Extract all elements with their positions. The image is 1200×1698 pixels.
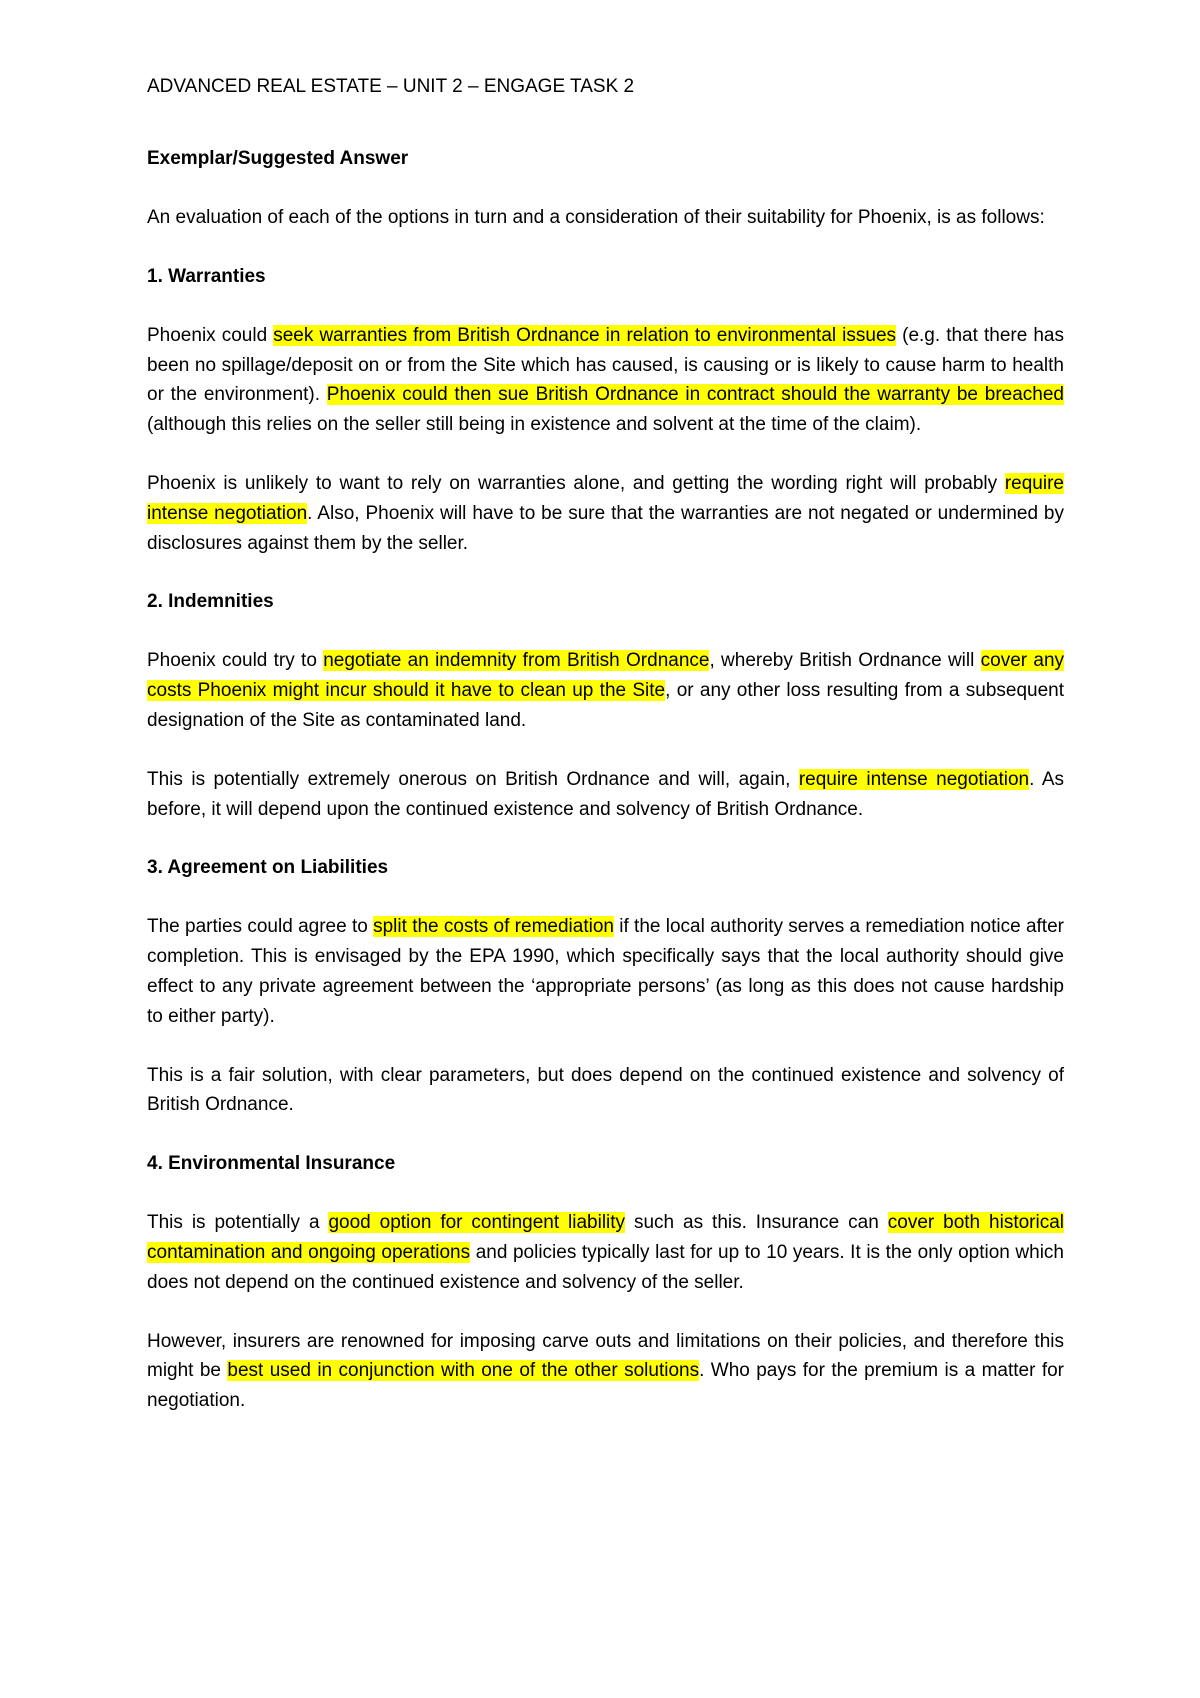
warranties-paragraph-2 bbox=[147, 469, 1064, 558]
highlighted-text: cover both historical contamination and ongoing operations bbox=[147, 1212, 1065, 1263]
highlighted-text: require intense negotiation bbox=[147, 472, 1064, 524]
warranties-paragraph-1 bbox=[147, 321, 1064, 440]
text-run: However, insurers are renowned for imposing carve outs and limitations on their policies, and therefore this might be bbox=[147, 1330, 1064, 1382]
highlighted-text: negotiate an indemnity from British Ordnance bbox=[323, 650, 710, 672]
text-run: , whereby British Ordnance will bbox=[709, 650, 981, 672]
highlighted-text: require intense negotiation bbox=[798, 768, 1030, 790]
text-run: such as this. Insurance can bbox=[625, 1212, 888, 1234]
text-run: and policies typically last for up to 10 years. It is the only option which does not depend on the continued existence and solvency of the seller. bbox=[147, 1241, 1064, 1293]
text-run: if the local authority serves a remediation notice after completion. This is envisaged by the EPA 1990, which specifically says that the local authority should give effect to any private agreement between the ‘appropriate persons’ (as long as this does not cause hardship to either party). bbox=[147, 916, 1064, 1027]
section-heading-environmental-insurance: 4. Environmental Insurance bbox=[147, 1153, 396, 1175]
highlighted-text: Phoenix could then sue British Ordnance in contract should the warranty be breached bbox=[326, 384, 1064, 406]
document-header: ADVANCED REAL ESTATE – UNIT 2 – ENGAGE TASK 2 bbox=[147, 76, 635, 97]
section-heading-indemnities: 2. Indemnities bbox=[147, 591, 274, 613]
text-run: Phoenix could try to bbox=[147, 650, 324, 672]
liabilities-paragraph-1 bbox=[147, 912, 1064, 1031]
highlighted-text: good option for contingent liability bbox=[328, 1212, 626, 1234]
text-run: . Also, Phoenix will have to be sure that the warranties are not negated or undermined by disclosures against them by the seller. bbox=[147, 502, 1064, 554]
text-run: Phoenix could bbox=[147, 324, 274, 346]
text-run: This is potentially extremely onerous on British Ordnance and will, again, bbox=[147, 768, 799, 790]
indemnities-paragraph-1 bbox=[147, 646, 1064, 735]
text-run: This is potentially a bbox=[147, 1212, 329, 1234]
text-run: (although this relies on the seller still being in existence and solvent at the time of the claim). bbox=[147, 414, 922, 436]
highlighted-text: best used in conjunction with one of the other solutions bbox=[227, 1360, 700, 1382]
text-run: The parties could agree to bbox=[147, 916, 374, 938]
indemnities-paragraph-2 bbox=[147, 765, 1064, 825]
text-run: (e.g. that there has been no spillage/deposit on or from the Site which has caused, is causing or is likely to cause harm to health or the environment). bbox=[147, 324, 1064, 406]
document-subtitle: Exemplar/Suggested Answer bbox=[147, 148, 409, 169]
text-run: Phoenix is unlikely to want to rely on warranties alone, and getting the wording right will probably bbox=[147, 472, 1005, 494]
insurance-paragraph-1 bbox=[147, 1208, 1064, 1297]
text-run: This is a fair solution, with clear parameters, but does depend on the continued existence and solvency of British Ordnance. bbox=[147, 1064, 1064, 1116]
insurance-paragraph-2 bbox=[147, 1327, 1064, 1416]
text-run: , or any other loss resulting from a subsequent designation of the Site as contaminated land. bbox=[147, 680, 1064, 731]
text-run: . Who pays for the premium is a matter for negotiation. bbox=[147, 1360, 1064, 1412]
highlighted-text: seek warranties from British Ordnance in relation to environmental issues bbox=[273, 324, 897, 346]
intro-paragraph: An evaluation of each of the options in turn and a consideration of their suitability for Phoenix, is as follows: bbox=[147, 207, 1045, 228]
section-heading-warranties: 1. Warranties bbox=[147, 265, 266, 287]
text-run: . As before, it will depend upon the continued existence and solvency of British Ordnance. bbox=[147, 768, 1064, 820]
section-heading-agreement-on-liabilities: 3. Agreement on Liabilities bbox=[147, 857, 389, 879]
highlighted-text: cover any costs Phoenix might incur should it have to clean up the Site bbox=[147, 650, 1065, 702]
liabilities-paragraph-2 bbox=[147, 1061, 1064, 1121]
highlighted-text: split the costs of remediation bbox=[373, 916, 614, 938]
